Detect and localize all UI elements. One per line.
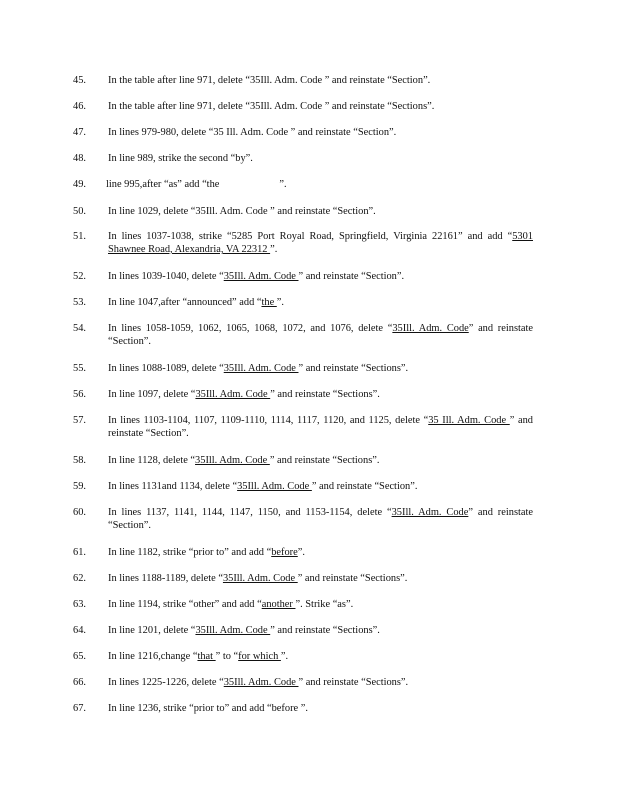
inserted-text: 35Ill. Adm. Code xyxy=(223,271,299,282)
item-text-segment: ”. Strike “as”. xyxy=(295,599,354,610)
item-text xyxy=(108,74,533,87)
inserted-text: for which xyxy=(238,651,281,662)
item-text xyxy=(108,598,533,611)
inserted-text: 35Ill. Adm. Code xyxy=(222,573,298,584)
item-text xyxy=(108,322,533,348)
item-text-segment: ” and reinstate “Sections”. xyxy=(269,455,380,466)
item-text-segment: ” to “ xyxy=(215,651,239,662)
item-text-segment: ” and reinstate “Sections”. xyxy=(270,625,380,636)
item-number: 49. xyxy=(73,179,86,190)
item-text-segment: In line 1029, delete “35Ill. Adm. Code ” and reinstate “Section”. xyxy=(108,206,376,217)
item-text xyxy=(108,205,533,218)
item-text-segment: ” and reinstate “Sections”. xyxy=(298,677,409,688)
item-number: 53. xyxy=(73,297,86,308)
item-text-segment: ” and reinstate “Section”. xyxy=(108,323,533,347)
item-number: 64. xyxy=(73,625,86,636)
item-text xyxy=(108,480,533,493)
item-text xyxy=(108,624,533,637)
item-number: 46. xyxy=(73,101,86,112)
item-text-segment: In lines 1188-1189, delete “ xyxy=(108,573,223,584)
item-number: 65. xyxy=(73,651,86,662)
item-text-segment: In line 1201, delete “ xyxy=(108,625,196,636)
item-text xyxy=(108,546,533,559)
item-text-segment: ” and reinstate “Section”. xyxy=(108,507,533,531)
item-text-segment: In lines 979-980, delete “35 Ill. Adm. Code ” and reinstate “Section”. xyxy=(108,127,397,138)
item-text xyxy=(108,454,533,467)
item-text-segment: In line 1047,after “announced” add “ xyxy=(108,297,262,308)
inserted-text: 5301 Shawnee Road, Alexandria, VA 22312 xyxy=(108,231,533,255)
item-text-segment: ”. xyxy=(279,179,287,190)
inserted-text: 35 Ill. Adm. Code xyxy=(428,415,510,426)
item-text xyxy=(108,230,533,256)
item-text-segment: In line 1097, delete “ xyxy=(108,389,196,400)
item-text-segment: In the table after line 971, delete “35Ill. Adm. Code ” and reinstate “Section”. xyxy=(108,75,431,86)
inserted-text: before xyxy=(271,547,298,558)
inserted-text: 35Ill. Adm. Code xyxy=(223,677,299,688)
item-number: 63. xyxy=(73,599,86,610)
item-text xyxy=(108,572,533,585)
item-text xyxy=(108,676,533,689)
item-text-segment: ” and reinstate “Sections”. xyxy=(270,389,380,400)
item-text xyxy=(108,100,533,113)
item-text xyxy=(108,414,533,440)
inserted-text: the xyxy=(261,297,277,308)
item-text-segment: ” and reinstate “Sections”. xyxy=(298,363,409,374)
item-text xyxy=(108,152,533,165)
item-number: 60. xyxy=(73,507,86,518)
inserted-text: 35Ill. Adm. Code xyxy=(391,507,469,518)
item-number: 50. xyxy=(73,206,86,217)
item-text xyxy=(108,702,533,715)
item-number: 58. xyxy=(73,455,86,466)
item-text xyxy=(108,650,533,663)
item-text-segment: ”. xyxy=(270,244,278,255)
item-text-segment: ”. xyxy=(280,651,289,662)
item-text-segment: In lines 1137, 1141, 1144, 1147, 1150, and 1153-1154, delete “ xyxy=(108,507,392,518)
item-number: 61. xyxy=(73,547,86,558)
item-text xyxy=(108,126,533,139)
item-text xyxy=(108,296,533,309)
item-text-segment: ” and reinstate “Sections”. xyxy=(297,573,408,584)
item-text-segment: ” and reinstate “Section”. xyxy=(298,271,405,282)
item-number: 54. xyxy=(73,323,86,334)
item-text-segment: ”. xyxy=(276,297,284,308)
item-text-segment: In line 1236, strike “prior to” and add “before ”. xyxy=(108,703,308,714)
item-text-segment: ” and reinstate “Section”. xyxy=(311,481,418,492)
item-text-segment: In lines 1131and 1134, delete “ xyxy=(108,481,238,492)
item-number: 59. xyxy=(73,481,86,492)
item-number: 51. xyxy=(73,231,86,242)
item-text-segment: In lines 1103-1104, 1107, 1109-1110, 1114, 1117, 1120, and 1125, delete “ xyxy=(108,415,429,426)
item-text-segment: In line 1128, delete “ xyxy=(108,455,196,466)
inserted-text: 35Ill. Adm. Code xyxy=(195,625,271,636)
item-number: 62. xyxy=(73,573,86,584)
item-text-segment: ” and reinstate “Section”. xyxy=(108,415,533,439)
item-text-segment: In line 1194, strike “other” and add “ xyxy=(108,599,262,610)
item-text xyxy=(108,506,533,532)
inserted-text: that xyxy=(197,651,216,662)
item-text-segment: ”. xyxy=(297,547,305,558)
item-number: 52. xyxy=(73,271,86,282)
item-text-segment: In lines 1058-1059, 1062, 1065, 1068, 1072, and 1076, delete “ xyxy=(108,323,393,334)
item-text xyxy=(108,362,533,375)
item-number: 66. xyxy=(73,677,86,688)
inserted-text: 35Ill. Adm. Code xyxy=(195,389,271,400)
item-text-segment: In line 1216,change “ xyxy=(108,651,198,662)
inserted-text: 35Ill. Adm. Code xyxy=(392,323,469,334)
inserted-text: 35Ill. Adm. Code xyxy=(223,363,299,374)
item-text xyxy=(106,178,531,191)
item-text xyxy=(108,270,533,283)
item-text-segment: In lines 1039-1040, delete “ xyxy=(108,271,224,282)
item-number: 57. xyxy=(73,415,86,426)
item-text-segment: In line 1182, strike “prior to” and add “ xyxy=(108,547,272,558)
item-text-segment: In line 989, strike the second “by”. xyxy=(108,153,253,164)
item-text-segment: In lines 1037-1038, strike “5285 Port Royal Road, Springfield, Virginia 22161” and add “ xyxy=(108,231,513,242)
inserted-text: 35Ill. Adm. Code xyxy=(195,455,270,466)
inserted-text: 35Ill. Adm. Code xyxy=(237,481,312,492)
item-text-segment: In lines 1088-1089, delete “ xyxy=(108,363,224,374)
item-number: 47. xyxy=(73,127,86,138)
item-number: 56. xyxy=(73,389,86,400)
item-text xyxy=(108,388,533,401)
item-text-segment: In the table after line 971, delete “35Ill. Adm. Code ” and reinstate “Sections”. xyxy=(108,101,435,112)
item-number: 45. xyxy=(73,75,86,86)
inserted-text: another xyxy=(261,599,296,610)
item-number: 67. xyxy=(73,703,86,714)
item-text-segment: line 995,after “as” add “the xyxy=(106,179,220,190)
item-text-segment: In lines 1225-1226, delete “ xyxy=(108,677,224,688)
item-number: 55. xyxy=(73,363,86,374)
item-number: 48. xyxy=(73,153,86,164)
